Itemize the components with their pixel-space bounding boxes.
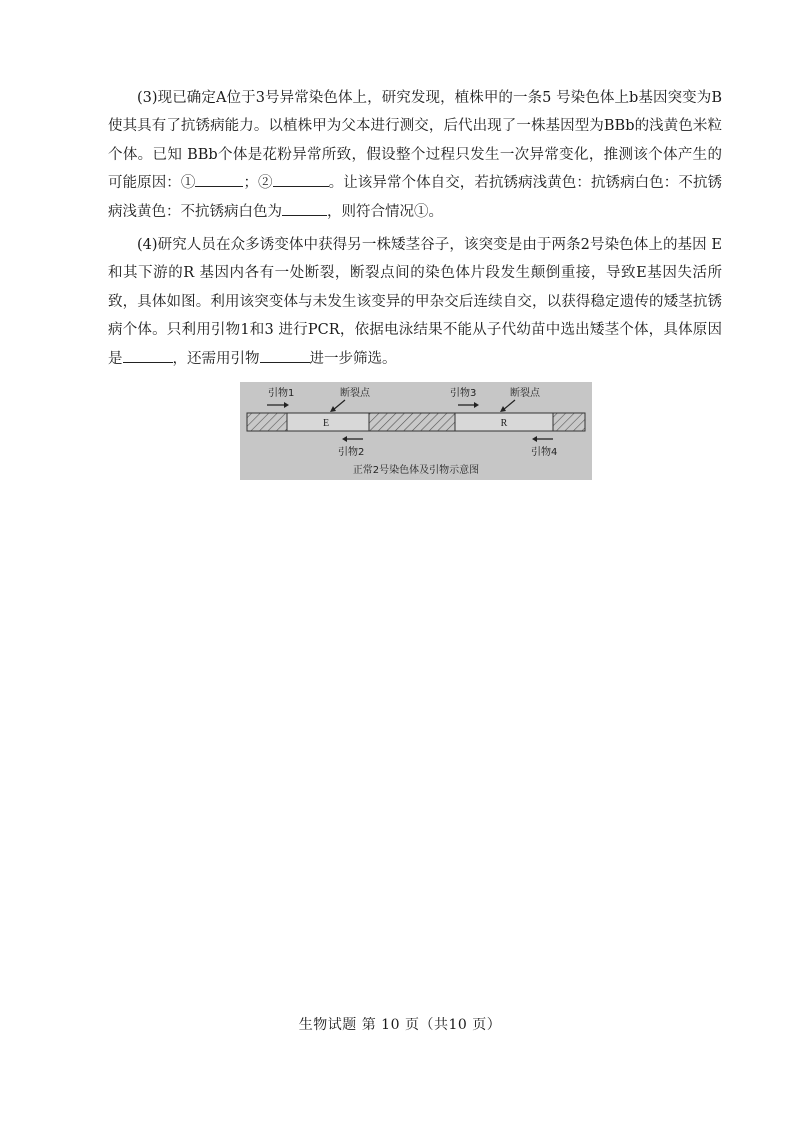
question-4-text-2: ，还需用引物 <box>172 350 260 367</box>
gene-e-label: E <box>322 418 330 429</box>
answer-blank-2[interactable] <box>273 172 329 188</box>
breakpoint-2-label: 断裂点 <box>510 388 540 399</box>
answer-blank-1[interactable] <box>195 172 243 188</box>
gene-r-label: R <box>500 418 508 429</box>
answer-blank-4[interactable] <box>123 347 173 363</box>
question-3 <box>108 84 722 226</box>
diagram-svg <box>240 382 592 480</box>
blank-1-marker: ① <box>180 175 196 192</box>
blank-2-marker: ② <box>257 175 273 192</box>
hatched-segment-left <box>247 413 287 431</box>
question-4 <box>108 231 722 373</box>
answer-blank-5[interactable] <box>260 347 310 363</box>
question-3-text: (3)现已确定A位于3号异常染色体上，研究发现，植株甲的一条5 号染色体上b基因突变为B使其具有了抗锈病能力。以植株甲为父本进行测交，后代出现了一株基因型为BBb的浅黄色米粒个体。已知 BBb个体是花粉异常所致，假设整个过程只发生一次异常变化，推测该个体产生的可能原因： <box>108 90 722 192</box>
question-3-text-3: ，则符合情况①。 <box>327 203 443 220</box>
page-footer: 生物试题 第 10 页（共10 页） <box>298 1017 502 1033</box>
primer-4-label: 引物4 <box>531 447 558 458</box>
hatched-segment-right <box>553 413 585 431</box>
question-3-text-2: 。让该异常个体自交，若抗锈病浅黄色：抗锈病白色：不抗锈病浅黄色：不抗锈病白色为 <box>108 175 723 220</box>
primer-2-label: 引物2 <box>338 447 365 458</box>
hatched-segment-middle <box>369 413 455 431</box>
question-4-text: (4)研究人员在众多诱变体中获得另一株矮茎谷子，该突变是由于两条2号染色体上的基因 E 和其下游的R 基因内各有一处断裂，断裂点间的染色体片段发生颠倒重接，导致E基因失活所致，具体如图。利用该突变体与未发生该变异的甲杂交后连续自交，以获得稳定遗传的矮茎抗锈病个体。只利用引物1和3 进行PCR，依据电泳结果不能从子代幼苗中选出矮茎个体，具体原因是 <box>108 237 722 367</box>
primer-3-label: 引物3 <box>450 388 477 399</box>
breakpoint-1-label: 断裂点 <box>340 388 370 399</box>
chromosome-primer-diagram <box>240 382 592 480</box>
figure-caption: 正常2号染色体及引物示意图 <box>352 465 480 476</box>
primer-1-label: 引物1 <box>268 388 295 399</box>
separator: ； <box>243 175 258 192</box>
question-4-text-3: 进一步筛选。 <box>309 350 397 367</box>
answer-blank-3[interactable] <box>282 200 327 216</box>
